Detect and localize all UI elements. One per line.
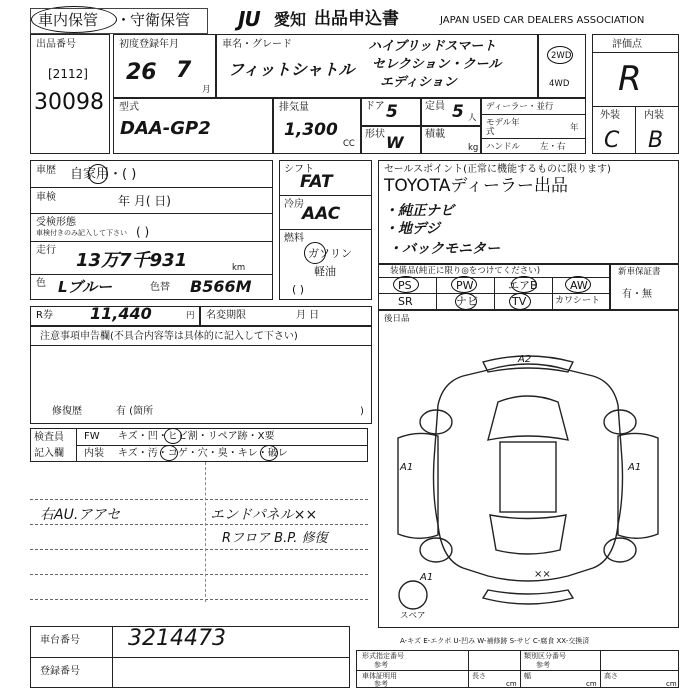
history-line-2 xyxy=(30,213,273,214)
storage-tag-2: 守衛保管 xyxy=(130,11,191,29)
logo-prefecture: 愛知 xyxy=(274,10,307,29)
repair-value: 有 (箇所 xyxy=(116,406,154,417)
options-vline-2 xyxy=(494,277,495,310)
model-year-unit: 年 xyxy=(570,123,579,133)
footer-cm-2: cm xyxy=(586,680,597,688)
history-line-1 xyxy=(30,187,273,188)
ac-label: 冷房 xyxy=(284,199,304,210)
rating-divider xyxy=(592,52,679,53)
note-line-2 xyxy=(30,524,368,525)
remarks-label: 注意事項申告欄(不具合内容等は具体的に記入して下さい) xyxy=(40,331,298,342)
inspector-label: 検査員 xyxy=(34,432,64,443)
note-b: エンドパネル×× xyxy=(210,507,318,523)
damage-mark-xx: ×× xyxy=(534,569,551,580)
option-airbag: エアB xyxy=(508,279,538,292)
recycle-label: R券 xyxy=(36,310,53,321)
selling-point-2: ・純正ナビ xyxy=(384,203,454,219)
option-tv: TV xyxy=(512,295,527,308)
footer-wid: 幅 xyxy=(524,672,531,680)
reg-label: 登録番号 xyxy=(40,666,80,677)
inspector-circle-1 xyxy=(164,428,182,444)
warranty-options: 有・無 xyxy=(622,289,652,300)
footer-len: 長さ xyxy=(472,672,486,680)
option-sr: SR xyxy=(398,295,413,308)
damage-legend: A-キズ E-エクボ U-凹み W-補修跡 S-サビ C-腐食 XX-交換済 xyxy=(400,637,590,645)
ac-value: AAC xyxy=(302,204,341,224)
steering-label: ハンドル xyxy=(486,142,521,152)
footer-hline xyxy=(356,670,679,671)
displacement-unit: CC xyxy=(343,139,355,149)
color-value: Lブルー xyxy=(58,278,112,296)
note-vline xyxy=(205,462,206,602)
option-pw-circle xyxy=(451,276,477,293)
storage-sep: ・ xyxy=(116,11,132,29)
registration-label: 初度登録年月 xyxy=(119,39,179,50)
inspection-label: 車検 xyxy=(36,192,56,203)
displacement-value: 1,300 xyxy=(284,120,338,140)
color-label: 色 xyxy=(36,278,46,289)
grade-line-1: ハイブリッドスマート xyxy=(368,39,497,54)
fuel-diesel: 軽油 xyxy=(314,265,336,278)
shape-label: 形状 xyxy=(365,129,385,140)
fuel-gas-circle xyxy=(304,242,326,264)
footer-c3b: 参考 xyxy=(374,680,388,688)
option-ps-circle xyxy=(393,276,419,293)
exterior-value: C xyxy=(604,128,620,153)
drive-2wd: 2WD xyxy=(551,51,572,61)
footer-vline-3 xyxy=(600,650,601,688)
usage-circle xyxy=(88,164,108,184)
mileage-value: 13万7千931 xyxy=(76,250,188,271)
registration-month: 7 xyxy=(176,58,192,83)
recycle-value: 11,440 xyxy=(90,304,152,323)
footer-vline-1 xyxy=(468,650,469,688)
type-label: 型式 xyxy=(119,102,139,113)
model-name: フィットシャトル xyxy=(228,60,355,79)
color-no-label: 色替 xyxy=(150,282,170,293)
equip-line-2 xyxy=(279,229,372,230)
frame-label: 車台番号 xyxy=(40,635,80,646)
rating-label: 評価点 xyxy=(612,39,642,50)
note-line-1 xyxy=(30,499,368,500)
option-navi-circle xyxy=(455,293,477,310)
option-navi: ナビ xyxy=(456,295,478,308)
displacement-label: 排気量 xyxy=(279,102,309,113)
note-line-4 xyxy=(30,574,368,575)
model-year-label: モデル年式 xyxy=(486,118,520,137)
footer-c3: 車体証明用 xyxy=(362,672,397,680)
note-line-5 xyxy=(30,599,368,600)
inspection-value: 年 月( 日) xyxy=(118,194,171,208)
drive-2wd-circle xyxy=(547,46,573,64)
model-label: 車名・グレード xyxy=(222,39,292,50)
recycle-unit: 円 xyxy=(186,311,195,321)
usage-label: 車歴 xyxy=(36,165,56,176)
footer-hei: 高さ xyxy=(604,672,618,680)
steering-options: 左・右 xyxy=(540,142,566,152)
history-line-4 xyxy=(30,274,273,275)
selling-point-4: ・バックモニター xyxy=(388,241,500,257)
mileage-unit: km xyxy=(232,263,246,273)
fuel-gas: ガソリン xyxy=(308,247,352,260)
doors-label: ドア xyxy=(365,101,385,112)
inspector-row1-head: FW xyxy=(84,431,100,442)
interior-label: 内装 xyxy=(644,110,664,121)
footer-c1: 形式指定番号 xyxy=(362,652,404,660)
inspector-row2-body: キズ・汚・コゲ・穴・臭・キレ・破レ xyxy=(118,448,288,459)
dealer-divider xyxy=(481,114,586,115)
inspector-hline xyxy=(76,445,368,446)
option-aw-circle xyxy=(565,276,591,293)
note-a: 右AU.アアセ xyxy=(40,507,121,523)
options-vline-3 xyxy=(552,277,553,310)
acceptance-label: 受検形態 xyxy=(36,217,76,228)
name-change-label: 名変期限 xyxy=(206,310,246,321)
registration-year: 26 xyxy=(126,60,157,85)
type-value: DAA-GP2 xyxy=(120,118,211,139)
grade-line-2: セレクション・クール xyxy=(372,57,502,72)
option-aw: AW xyxy=(570,279,588,292)
fuel-other: ( ) xyxy=(292,283,305,296)
option-tv-circle xyxy=(509,293,531,310)
note-c: Rフロア B.P. 修復 xyxy=(222,531,328,546)
damage-map-label: 後日品 xyxy=(384,314,410,324)
inspector-sub: 記入欄 xyxy=(34,448,64,459)
selling-point-3: ・地デジ xyxy=(384,221,440,237)
equip-line-1 xyxy=(279,195,372,196)
exterior-label: 外装 xyxy=(600,110,620,121)
lot-number: 30098 xyxy=(34,90,104,115)
grade-line-3: エディション xyxy=(380,75,457,90)
damage-mark-a1-right: A1 xyxy=(628,462,642,473)
note-line-3 xyxy=(30,549,368,550)
selling-point-1: TOYOTAディーラー出品 xyxy=(384,176,569,196)
footer-c2: 類別区分番号 xyxy=(524,652,566,660)
damage-mark-a1-left: A1 xyxy=(400,462,414,473)
spare-label: スペア xyxy=(400,611,426,621)
inspector-row1-body: キズ・凹・ヒビ割・リペア跡・X要 xyxy=(118,431,275,442)
damage-mark-a1-bottom: A1 xyxy=(420,572,434,583)
dealer-divider-2 xyxy=(481,138,586,139)
footer-cm-3: cm xyxy=(666,680,677,688)
repair-close: ) xyxy=(360,406,364,417)
footer-c2b: 参考 xyxy=(536,661,550,669)
acceptance-value: ( ) xyxy=(136,225,150,239)
lot-label: 出品番号 xyxy=(36,39,76,50)
name-change-value: 月 日 xyxy=(296,310,320,321)
car-diagram xyxy=(378,310,679,628)
association-name: JAPAN USED CAR DEALERS ASSOCIATION xyxy=(440,15,645,26)
repair-label: 修復歴 xyxy=(52,406,82,417)
interior-value: B xyxy=(648,128,664,153)
shift-label: シフト xyxy=(284,164,314,175)
rating-vdivider xyxy=(635,106,636,154)
capacity-unit: 人 xyxy=(468,113,477,123)
drive-4wd: 4WD xyxy=(549,79,570,89)
options-vline-1 xyxy=(436,277,437,310)
history-line-3 xyxy=(30,241,273,242)
doors-value: 5 xyxy=(386,102,398,122)
options-label: 装備品(純正に限り◎をつけてください) xyxy=(390,266,541,276)
lot-code: [2112] xyxy=(48,67,88,81)
color-no-value: B566M xyxy=(190,277,252,296)
mileage-label: 走行 xyxy=(36,245,56,256)
frame-value: 3214473 xyxy=(128,626,226,651)
footer-table xyxy=(356,650,679,688)
capacity-label: 定員 xyxy=(425,101,445,112)
frame-hline xyxy=(30,657,350,658)
form-title: 出品申込書 xyxy=(314,9,399,29)
usage-value: 自家用・( ) xyxy=(70,167,137,182)
inspector-row2-head: 内装 xyxy=(84,448,104,459)
option-leather: カワシート xyxy=(555,296,601,306)
load-label: 積載 xyxy=(425,129,445,140)
acceptance-note: 車検付きのみ記入して下さい xyxy=(36,229,127,237)
load-unit: kg xyxy=(468,143,479,153)
footer-vline-2 xyxy=(520,650,521,688)
damage-mark-a2: A2 xyxy=(518,354,532,365)
storage-tag-1: 車内保管 xyxy=(38,11,99,29)
footer-cm-1: cm xyxy=(506,680,517,688)
shift-value: FAT xyxy=(300,172,333,192)
selling-points-label: セールスポイント(正常に機能するものに限ります) xyxy=(384,164,611,175)
fuel-label: 燃料 xyxy=(284,233,304,244)
dealer-label: ディーラー・並行 xyxy=(486,102,554,112)
rating-value: R xyxy=(618,59,642,99)
inspector-circle-3 xyxy=(260,445,278,461)
inspector-circle-2 xyxy=(160,445,178,461)
registration-month-unit: 月 xyxy=(202,85,211,95)
footer-c1b: 参考 xyxy=(374,661,388,669)
option-pw: PW xyxy=(456,279,474,292)
remarks-line xyxy=(30,345,372,346)
option-airbag-circle xyxy=(511,276,537,293)
capacity-value: 5 xyxy=(452,102,464,122)
warranty-label: 新車保証書 xyxy=(618,267,661,277)
option-ps: PS xyxy=(398,279,412,292)
storage-box xyxy=(30,8,208,34)
shape-value: W xyxy=(386,133,404,152)
ju-logo: JU xyxy=(238,7,260,31)
